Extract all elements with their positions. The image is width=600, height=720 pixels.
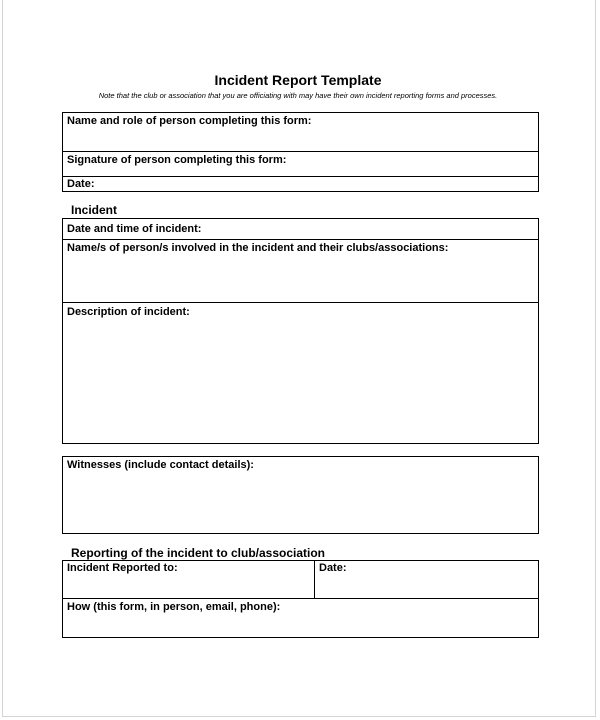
- reported-to-field[interactable]: [63, 561, 315, 598]
- how-label: How (this form, in person, email, phone):: [67, 601, 281, 613]
- document-note: Note that the club or association that you are officiating with may have their own incident reporting forms and processes.: [98, 91, 498, 100]
- reporting-box: [62, 560, 539, 638]
- signature-field[interactable]: [63, 152, 538, 177]
- reported-row: [63, 561, 538, 599]
- completer-date-label: Date:: [67, 178, 95, 190]
- reporting-heading: Reporting of the incident to club/association: [71, 546, 326, 560]
- witnesses-field[interactable]: [63, 457, 538, 533]
- date-time-field[interactable]: [63, 219, 538, 240]
- description-label: Description of incident:: [67, 306, 190, 318]
- document-title: Incident Report Template: [214, 72, 382, 88]
- witnesses-box: [62, 456, 539, 534]
- name-role-label: Name and role of person completing this form:: [67, 115, 312, 127]
- persons-involved-label: Name/s of person/s involved in the incident and their clubs/associations:: [67, 242, 449, 254]
- reporting-date-label: Date:: [319, 562, 347, 574]
- completer-box: [62, 112, 539, 192]
- incident-box: [62, 218, 539, 444]
- how-field[interactable]: [63, 599, 538, 637]
- name-role-field[interactable]: [63, 113, 538, 152]
- reporting-date-field[interactable]: [315, 561, 538, 598]
- description-field[interactable]: [63, 303, 538, 443]
- reported-to-label: Incident Reported to:: [67, 562, 178, 574]
- signature-label: Signature of person completing this form:: [67, 154, 287, 166]
- completer-date-field[interactable]: [63, 177, 538, 191]
- date-time-label: Date and time of incident:: [67, 223, 202, 235]
- witnesses-label: Witnesses (include contact details):: [67, 459, 254, 471]
- incident-heading: Incident: [71, 203, 118, 217]
- persons-involved-field[interactable]: [63, 240, 538, 303]
